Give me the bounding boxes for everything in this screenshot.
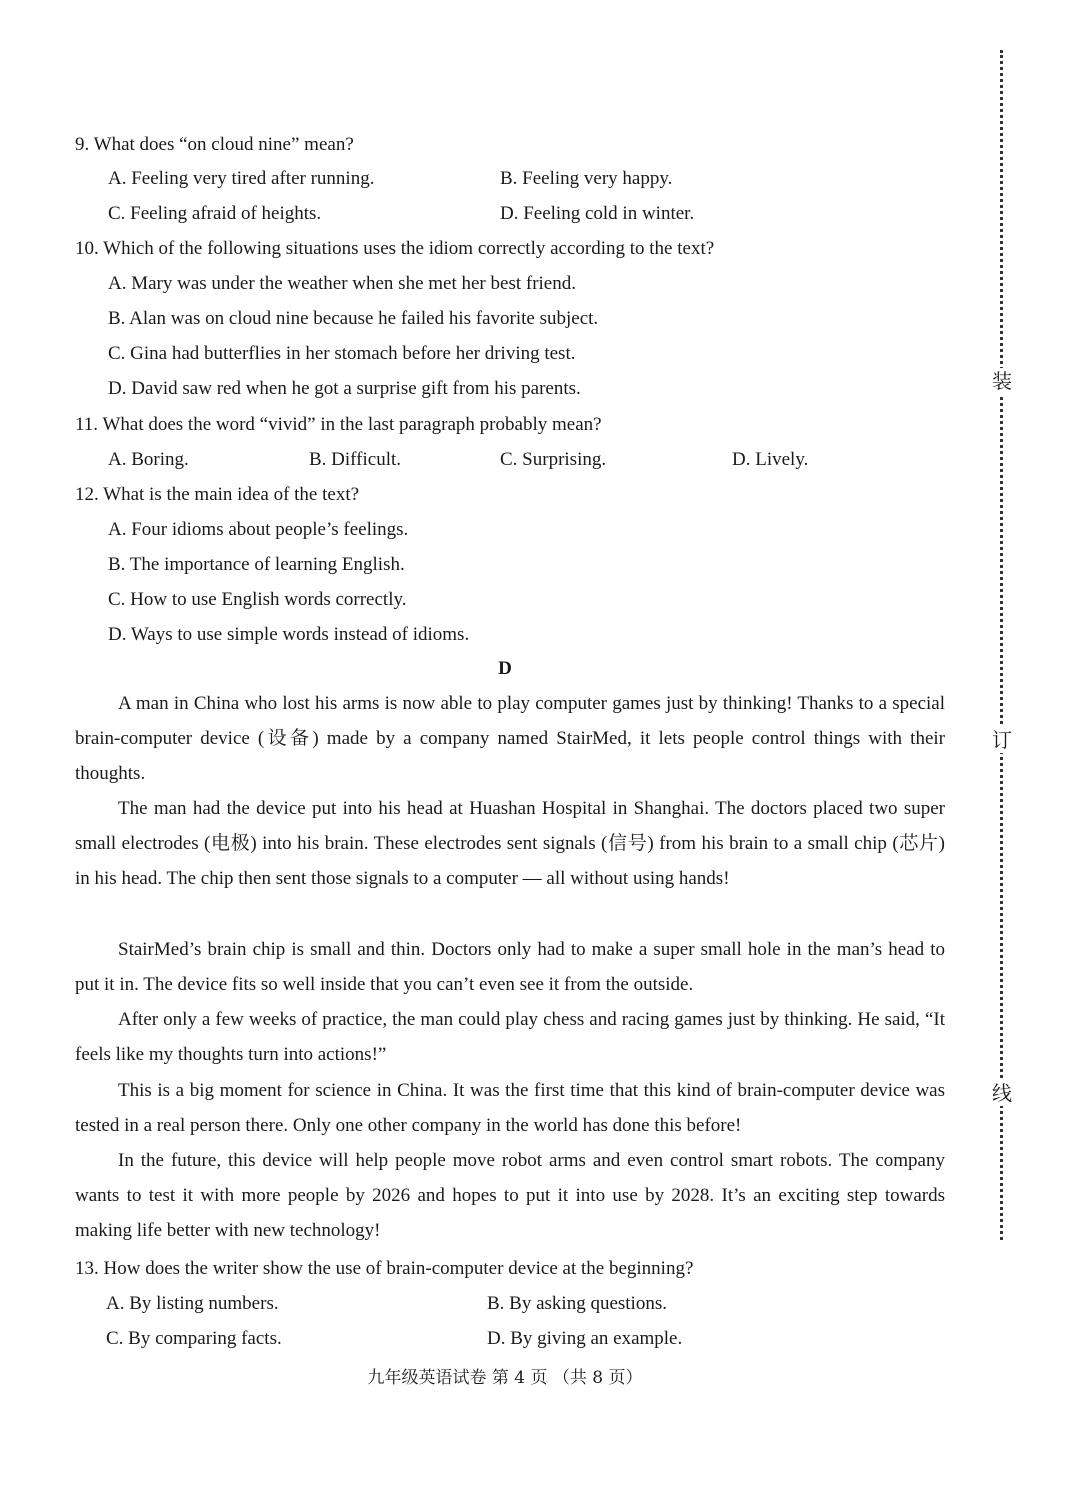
question-12-stem: 12. What is the main idea of the text?	[75, 484, 360, 505]
question-10-option-c: C. Gina had butterflies in her stomach before her driving test.	[108, 343, 576, 364]
question-10-stem: 10. Which of the following situations uses the idiom correctly according to the text?	[75, 238, 715, 259]
section-d-paragraph-1: A man in China who lost his arms is now able to play computer games just by thinking! Thanks to a special brain-computer device (设备) made by a company named StairMed, it lets people control things with their thoughts.	[75, 693, 945, 785]
section-d-paragraph-6: In the future, this device will help people move robot arms and even control smart robots. The company wants to test it with more people by 2026 and hopes to put it into use by 2028. It’s an exciting step towards making life better with new technology!	[75, 1150, 945, 1242]
question-11-option-a: A. Boring.	[108, 449, 189, 470]
binding-dotted-line	[1000, 50, 1007, 1240]
question-10-option-d: D. David saw red when he got a surprise gift from his parents.	[108, 378, 581, 399]
question-9-option-c: C. Feeling afraid of heights.	[108, 203, 322, 224]
question-9-option-a: A. Feeling very tired after running.	[108, 168, 375, 189]
section-d-title: D	[498, 658, 512, 679]
binding-label-zhuang: 装	[992, 369, 1012, 393]
question-9-option-b: B. Feeling very happy.	[500, 168, 673, 189]
question-13-option-b: B. By asking questions.	[487, 1293, 667, 1314]
section-d-paragraph-2: The man had the device put into his head at Huashan Hospital in Shanghai. The doctors placed two super small electrodes (电极) into his brain. These electrodes sent signals (信号) from his brain to a small chip (芯片) in his head. The chip then sent those signals to a computer — all without using hands!	[75, 798, 945, 890]
page-footer: 九年级英语试卷 第 4 页 （共 8 页）	[367, 1368, 643, 1388]
question-11-option-b: B. Difficult.	[309, 449, 402, 470]
section-d-paragraph-3: StairMed’s brain chip is small and thin. Doctors only had to make a super small hole in the man’s head to put it in. The device fits so well inside that you can’t even see it from the outside.	[75, 939, 945, 996]
question-12-option-b: B. The importance of learning English.	[108, 554, 405, 575]
binding-label-xian: 线	[992, 1081, 1012, 1105]
question-12-option-d: D. Ways to use simple words instead of idioms.	[108, 624, 470, 645]
question-13-option-d: D. By giving an example.	[487, 1328, 683, 1349]
question-12-option-c: C. How to use English words correctly.	[108, 589, 407, 610]
section-d-paragraph-5: This is a big moment for science in China. It was the first time that this kind of brain-computer device was tested in a real person there. Only one other company in the world has done this before!	[75, 1080, 945, 1137]
question-11-stem: 11. What does the word “vivid” in the last paragraph probably mean?	[75, 414, 602, 435]
section-d-paragraph-4: After only a few weeks of practice, the man could play chess and racing games just by thinking. He said, “It feels like my thoughts turn into actions!”	[75, 1009, 945, 1066]
question-9-stem: 9. What does “on cloud nine” mean?	[75, 134, 354, 155]
question-11-option-d: D. Lively.	[732, 449, 809, 470]
question-9-option-d: D. Feeling cold in winter.	[500, 203, 695, 224]
question-11-option-c: C. Surprising.	[500, 449, 607, 470]
question-13-option-a: A. By listing numbers.	[106, 1293, 279, 1314]
question-10-option-b: B. Alan was on cloud nine because he failed his favorite subject.	[108, 308, 599, 329]
question-13-option-c: C. By comparing facts.	[106, 1328, 282, 1349]
question-12-option-a: A. Four idioms about people’s feelings.	[108, 519, 409, 540]
binding-label-ding: 订	[992, 728, 1012, 752]
question-13-stem: 13. How does the writer show the use of brain-computer device at the beginning?	[75, 1258, 694, 1279]
question-10-option-a: A. Mary was under the weather when she met her best friend.	[108, 273, 576, 294]
